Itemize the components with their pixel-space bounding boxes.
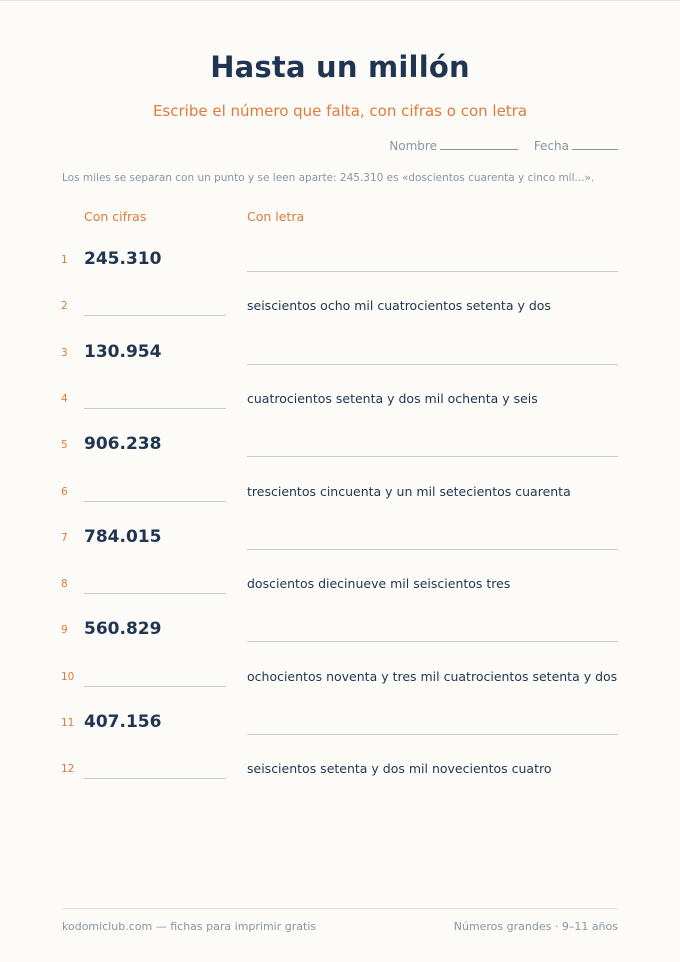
words-answer-line[interactable] — [247, 549, 618, 550]
words-answer-line[interactable] — [247, 456, 618, 457]
exercise-row — [0, 526, 680, 575]
number-in-words: seiscientos ocho mil cuatrocientos setenta y dos — [247, 298, 551, 314]
number-in-words: ochocientos noventa y tres mil cuatrocientos setenta y dos — [247, 668, 618, 684]
page-subtitle: Escribe el número que falta, con cifras o con letra — [152, 102, 528, 120]
words-answer-line[interactable] — [247, 641, 618, 642]
page-top-rule — [0, 0, 680, 1]
number-in-digits: 245.310 — [84, 249, 162, 269]
exercise-row — [0, 575, 680, 621]
number-in-digits: 784.015 — [84, 526, 162, 547]
exercise-number: 4 — [61, 392, 68, 405]
exercise-number: 2 — [61, 300, 68, 313]
date-blank-line[interactable] — [572, 148, 618, 150]
exercise-number: 10 — [61, 670, 75, 683]
digits-answer-line[interactable] — [84, 501, 226, 502]
digits-answer-line[interactable] — [84, 408, 226, 409]
column-header-words: Con letra — [247, 209, 305, 224]
digits-answer-line[interactable] — [84, 593, 226, 594]
words-answer-line[interactable] — [247, 271, 618, 272]
number-in-words: cuatrocientos setenta y dos mil ochenta y seis — [247, 390, 538, 406]
exercise-number: 5 — [61, 439, 68, 452]
number-in-digits: 130.954 — [84, 341, 162, 362]
exercise-row — [0, 341, 680, 390]
exercise-row — [0, 390, 680, 436]
name-label: Nombre — [389, 139, 437, 153]
name-date-fields — [389, 139, 618, 153]
number-in-words: trescientos cincuenta y un mil setecientos cuarenta — [247, 483, 571, 499]
exercise-row — [0, 297, 680, 343]
number-in-digits: 407.156 — [84, 712, 162, 732]
exercise-number: 8 — [61, 578, 68, 591]
exercise-number: 12 — [61, 763, 75, 776]
exercise-row — [0, 621, 680, 667]
exercise-row — [0, 668, 680, 714]
number-in-words: seiscientos setenta y dos mil novecientos cuatro — [247, 761, 552, 777]
words-answer-line[interactable] — [247, 734, 618, 735]
exercise-number: 6 — [61, 485, 68, 498]
exercise-row — [0, 436, 680, 482]
name-blank-line[interactable] — [440, 148, 518, 150]
number-in-words: doscientos diecinueve mil seiscientos tres — [247, 576, 511, 592]
number-in-digits: 560.829 — [84, 619, 162, 640]
digits-answer-line[interactable] — [84, 315, 226, 316]
exercise-row — [0, 251, 680, 297]
column-header-digits: Con cifras — [84, 209, 147, 224]
exercise-row — [0, 483, 680, 529]
exercise-number: 9 — [61, 624, 68, 637]
footer-site: kodomiclub.com — fichas para imprimir gratis — [62, 920, 317, 933]
digits-answer-line[interactable] — [84, 778, 226, 779]
exercise-number: 7 — [61, 531, 68, 544]
date-label: Fecha — [533, 139, 569, 153]
exercise-row — [0, 714, 680, 760]
words-answer-line[interactable] — [247, 364, 618, 365]
page-title: Hasta un millón — [210, 50, 470, 84]
exercise-row — [0, 760, 680, 806]
footer-divider — [62, 908, 618, 909]
number-in-digits: 906.238 — [84, 434, 162, 455]
instruction-text: Los miles se separan con un punto y se leen aparte: 245.310 es «doscientos cuarenta y cinco mil...». — [62, 172, 595, 184]
exercise-number: 1 — [61, 254, 68, 266]
footer-topic: Números grandes · 9–11 años — [453, 920, 618, 933]
exercise-number: 3 — [61, 346, 68, 359]
digits-answer-line[interactable] — [84, 686, 226, 687]
exercise-number: 11 — [61, 717, 75, 729]
